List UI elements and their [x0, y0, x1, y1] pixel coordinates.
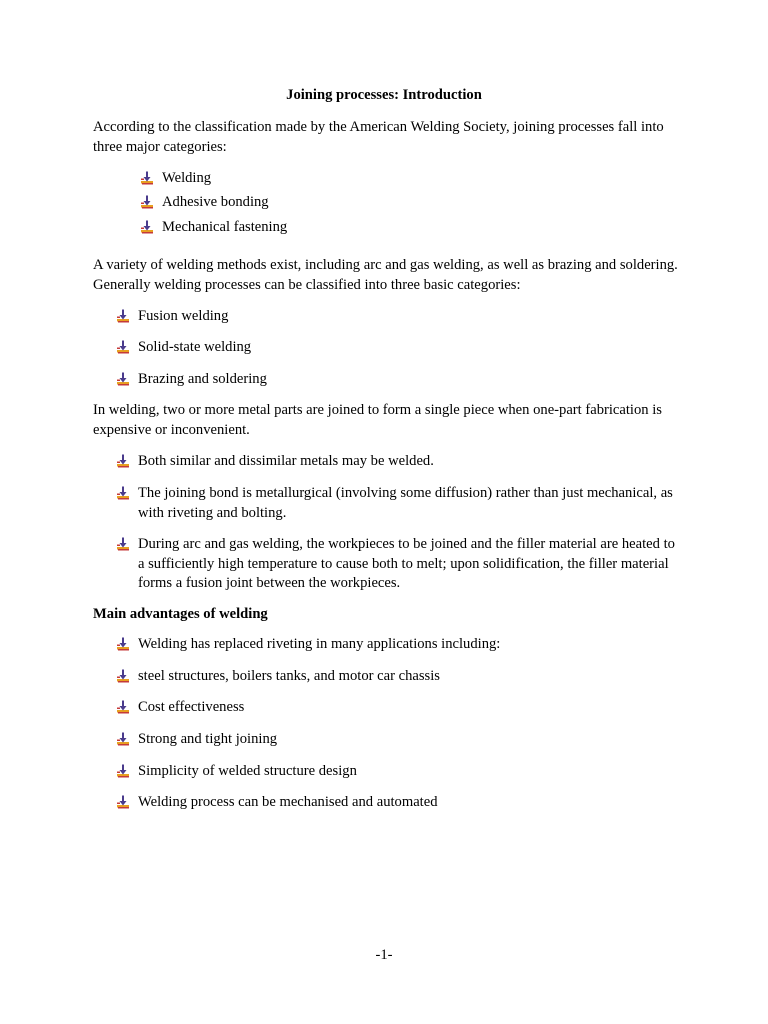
arrow-down-bullet-icon	[116, 537, 130, 551]
list-item-text: Both similar and dissimilar metals may be welded.	[138, 453, 434, 469]
arrow-down-bullet-icon	[116, 372, 130, 386]
arrow-down-bullet-icon	[116, 486, 130, 500]
arrow-down-bullet-icon	[116, 669, 130, 683]
arrow-down-bullet-icon	[116, 732, 130, 746]
arrow-down-bullet-icon	[140, 171, 154, 185]
list-item-text: Adhesive bonding	[162, 194, 269, 210]
methods-paragraph: A variety of welding methods exist, including arc and gas welding, as well as brazing and soldering. Generally welding processes can be classified into three basic categories:	[93, 257, 678, 293]
arrow-down-bullet-icon	[140, 220, 154, 234]
arrow-down-bullet-icon	[116, 795, 130, 809]
list-item-text: Mechanical fastening	[162, 219, 288, 235]
arrow-down-bullet-icon	[116, 309, 130, 323]
list-item-text: During arc and gas welding, the workpieces to be joined and the filler material are heated to a sufficiently high temperature to cause both to melt; upon solidification, the filler material forms a fusion joint between the workpieces.	[138, 536, 675, 591]
list-item-text: Cost effectiveness	[138, 699, 245, 715]
page-title: Joining processes: Introduction	[286, 87, 482, 103]
arrow-down-bullet-icon	[116, 340, 130, 354]
list-item-text: Welding has replaced riveting in many applications including:	[138, 636, 501, 652]
arrow-down-bullet-icon	[116, 454, 130, 468]
list-item-text: Brazing and soldering	[138, 371, 267, 387]
list-item-text: steel structures, boilers tanks, and motor car chassis	[138, 668, 440, 684]
arrow-down-bullet-icon	[116, 700, 130, 714]
list-item-text: Simplicity of welded structure design	[138, 763, 357, 779]
welding-paragraph: In welding, two or more metal parts are joined to form a single piece when one-part fabrication is expensive or inconvenient.	[93, 402, 662, 438]
page-number: -1-	[375, 947, 393, 963]
arrow-down-bullet-icon	[116, 637, 130, 651]
list-item-text: The joining bond is metallurgical (involving some diffusion) rather than just mechanical, as with riveting and bolting.	[138, 485, 673, 521]
list-item-text: Welding	[162, 170, 212, 186]
arrow-down-bullet-icon	[140, 195, 154, 209]
section-heading: Main advantages of welding	[93, 606, 268, 622]
list-item-text: Solid-state welding	[138, 339, 252, 355]
arrow-down-bullet-icon	[116, 764, 130, 778]
list-item-text: Welding process can be mechanised and automated	[138, 794, 438, 810]
list-item-text: Strong and tight joining	[138, 731, 278, 747]
intro-paragraph: According to the classification made by the American Welding Society, joining processes fall into three major categories:	[93, 119, 664, 155]
list-item-text: Fusion welding	[138, 308, 229, 324]
